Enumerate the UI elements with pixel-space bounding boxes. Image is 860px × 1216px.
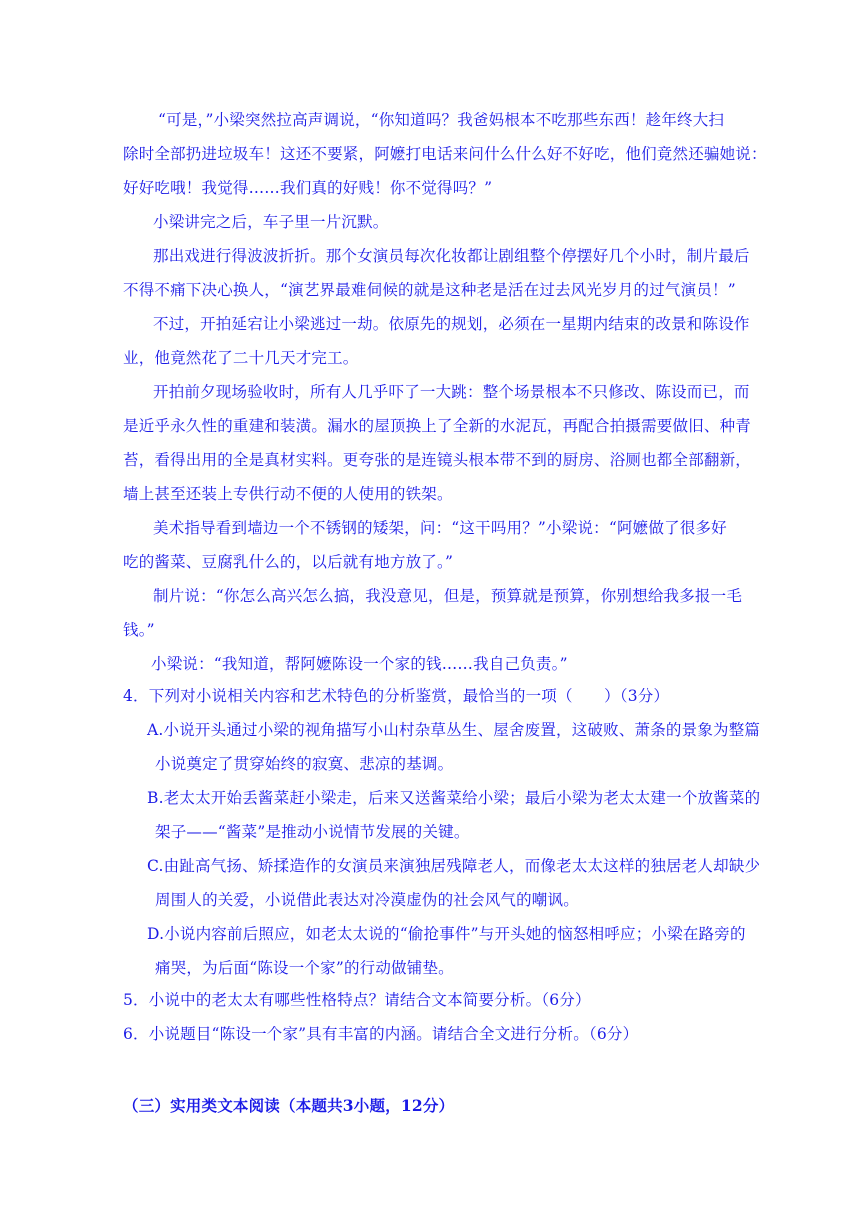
section-heading: （三）实用类文本阅读（本题共3小题，12分） bbox=[123, 1096, 455, 1115]
question-6: 6．小说题目“陈设一个家”具有丰富的内涵。请结合全文进行分析。（6分） bbox=[123, 1025, 639, 1043]
option-d: D.小说内容前后照应，如老太太说的“偷抢事件”与开头她的恼怒相呼应；小梁在路旁的 bbox=[147, 925, 746, 943]
option-a-continued: 小说奠定了贯穿始终的寂寞、悲凉的基调。 bbox=[155, 755, 454, 773]
paragraph-line: 不得不痛下决心换人，“演艺界最难伺候的就是这种老是活在过去风光岁月的过气演员！” bbox=[123, 281, 736, 299]
paragraph-line: 那出戏进行得波波折折。那个女演员每次化妆都让剧组整个停摆好几个小时，制片最后 bbox=[153, 247, 750, 265]
option-c: C.由趾高气扬、矫揉造作的女演员来演独居残障老人，而像老太太这样的独居老人却缺少 bbox=[147, 857, 761, 875]
paragraph-line: 业，他竟然花了二十几天才完工。 bbox=[123, 349, 359, 367]
paragraph-line: 是近乎永久性的重建和装潢。漏水的屋顶换上了全新的水泥瓦，再配合拍摄需要做旧、种青 bbox=[123, 417, 752, 435]
paragraph-line: 不过，开拍延宕让小梁逃过一劫。依原先的规划，必须在一星期内结束的改景和陈设作 bbox=[153, 315, 750, 333]
question-4-stem: 4．下列对小说相关内容和艺术特色的分析鉴赏，最恰当的一项（ ）（3分） bbox=[123, 687, 670, 705]
option-d-continued: 痛哭，为后面“陈设一个家”的行动做铺垫。 bbox=[155, 959, 454, 977]
paragraph-line: 开拍前夕现场验收时，所有人几乎吓了一大跳：整个场景根本不只修改、陈设而已，而 bbox=[153, 383, 750, 401]
paragraph-line: 除时全部扔进垃圾车！这还不要紧，阿嬷打电话来问什么什么好不好吃，他们竟然还骗她说： bbox=[123, 145, 767, 163]
paragraph-line: 小梁讲完之后，车子里一片沉默。 bbox=[153, 213, 389, 231]
paragraph-line: 小梁说：“我知道，帮阿嬷陈设一个家的钱……我自己负责。” bbox=[151, 655, 568, 673]
paragraph-line: 好好吃哦！我觉得……我们真的好贱！你不觉得吗？” bbox=[123, 179, 493, 197]
paragraph-line: 苔，看得出用的全是真材实料。更夸张的是连镜头根本带不到的厨房、浴厕也都全部翻新， bbox=[123, 451, 752, 469]
paragraph-line: 钱。” bbox=[123, 621, 155, 639]
paragraph-line: 吃的酱菜、豆腐乳什么的，以后就有地方放了。” bbox=[123, 553, 454, 571]
paragraph-line: 美术指导看到墙边一个不锈钢的矮架，问：“这干吗用？”小梁说：“阿嬷做了很多好 bbox=[153, 519, 727, 537]
option-b-continued: 架子——“酱菜”是推动小说情节发展的关键。 bbox=[155, 823, 470, 841]
option-c-continued: 周围人的关爱，小说借此表达对冷漠虚伪的社会风气的嘲讽。 bbox=[155, 891, 579, 909]
paragraph-line: 墙上甚至还装上专供行动不便的人使用的铁架。 bbox=[123, 485, 453, 503]
paragraph-line: 制片说：“你怎么高兴怎么搞，我没意见，但是，预算就是预算，你别想给我多报一毛 bbox=[153, 587, 743, 605]
question-5: 5．小说中的老太太有哪些性格特点？请结合文本简要分析。（6分） bbox=[123, 991, 591, 1009]
paragraph-line: “可是，”小梁突然拉高声调说，“你知道吗？我爸妈根本不吃那些东西！趁年终大扫 bbox=[158, 111, 725, 129]
option-b: B.老太太开始丢酱菜赶小梁走，后来又送酱菜给小梁；最后小梁为老太太建一个放酱菜的 bbox=[147, 789, 761, 807]
option-a: A.小说开头通过小梁的视角描写小山村杂草丛生、屋舍废置，这破败、萧条的景象为整篇 bbox=[147, 721, 761, 739]
